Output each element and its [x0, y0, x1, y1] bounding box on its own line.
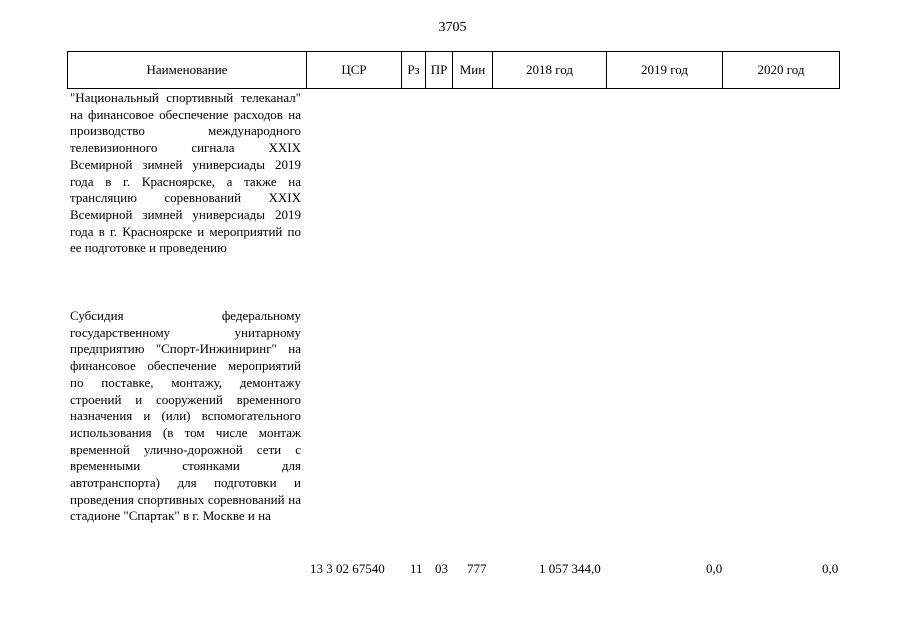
row-2-csr: 13 3 02 67540 [310, 561, 385, 576]
table-header [67, 51, 840, 89]
row-1-name: "Национальный спортивный телеканал" на финансовое обеспечение расходов на производство международного телевизионного сигнала XXIX Всемирной зимней универсиады 2019 года в г. Красноярске, а также на трансляцию соревнований XXIX Всемирной зимней универсиады 2019 года в г. Красноярске и мероприятий по ее подготовке и проведению [70, 90, 301, 256]
row-2-rz: 11 [410, 561, 423, 576]
header-min: Мин [453, 52, 493, 89]
row-2-2020: 0,0 [822, 561, 839, 576]
row-2-name: Субсидия федеральному государственному унитарному предприятию "Спорт-Инжиниринг" на финансовое обеспечение мероприятий по поставке, монтажу, демонтажу строений и сооружений временного назначения и (или) вспомогательного использования (в том числе монтаж временной улично-дорожной сети с временными стоянками для автотранспорта) для подготовки и проведения спортивных соревнований на стадионе "Спартак" в г. Москве и на [70, 308, 301, 524]
header-2019: 2019 год [607, 52, 723, 89]
row-2-2019: 0,0 [706, 561, 723, 576]
row-2-min: 777 [467, 561, 487, 576]
row-2-pr: 03 [435, 561, 448, 576]
header-2018: 2018 год [493, 52, 607, 89]
header-name: Наименование [68, 52, 307, 89]
page-number: 3705 [438, 20, 467, 35]
header-pr: ПР [426, 52, 453, 89]
row-2-2018: 1 057 344,0 [539, 561, 601, 576]
header-rz: Рз [402, 52, 426, 89]
header-2020: 2020 год [723, 52, 840, 89]
header-csr: ЦСР [307, 52, 402, 89]
